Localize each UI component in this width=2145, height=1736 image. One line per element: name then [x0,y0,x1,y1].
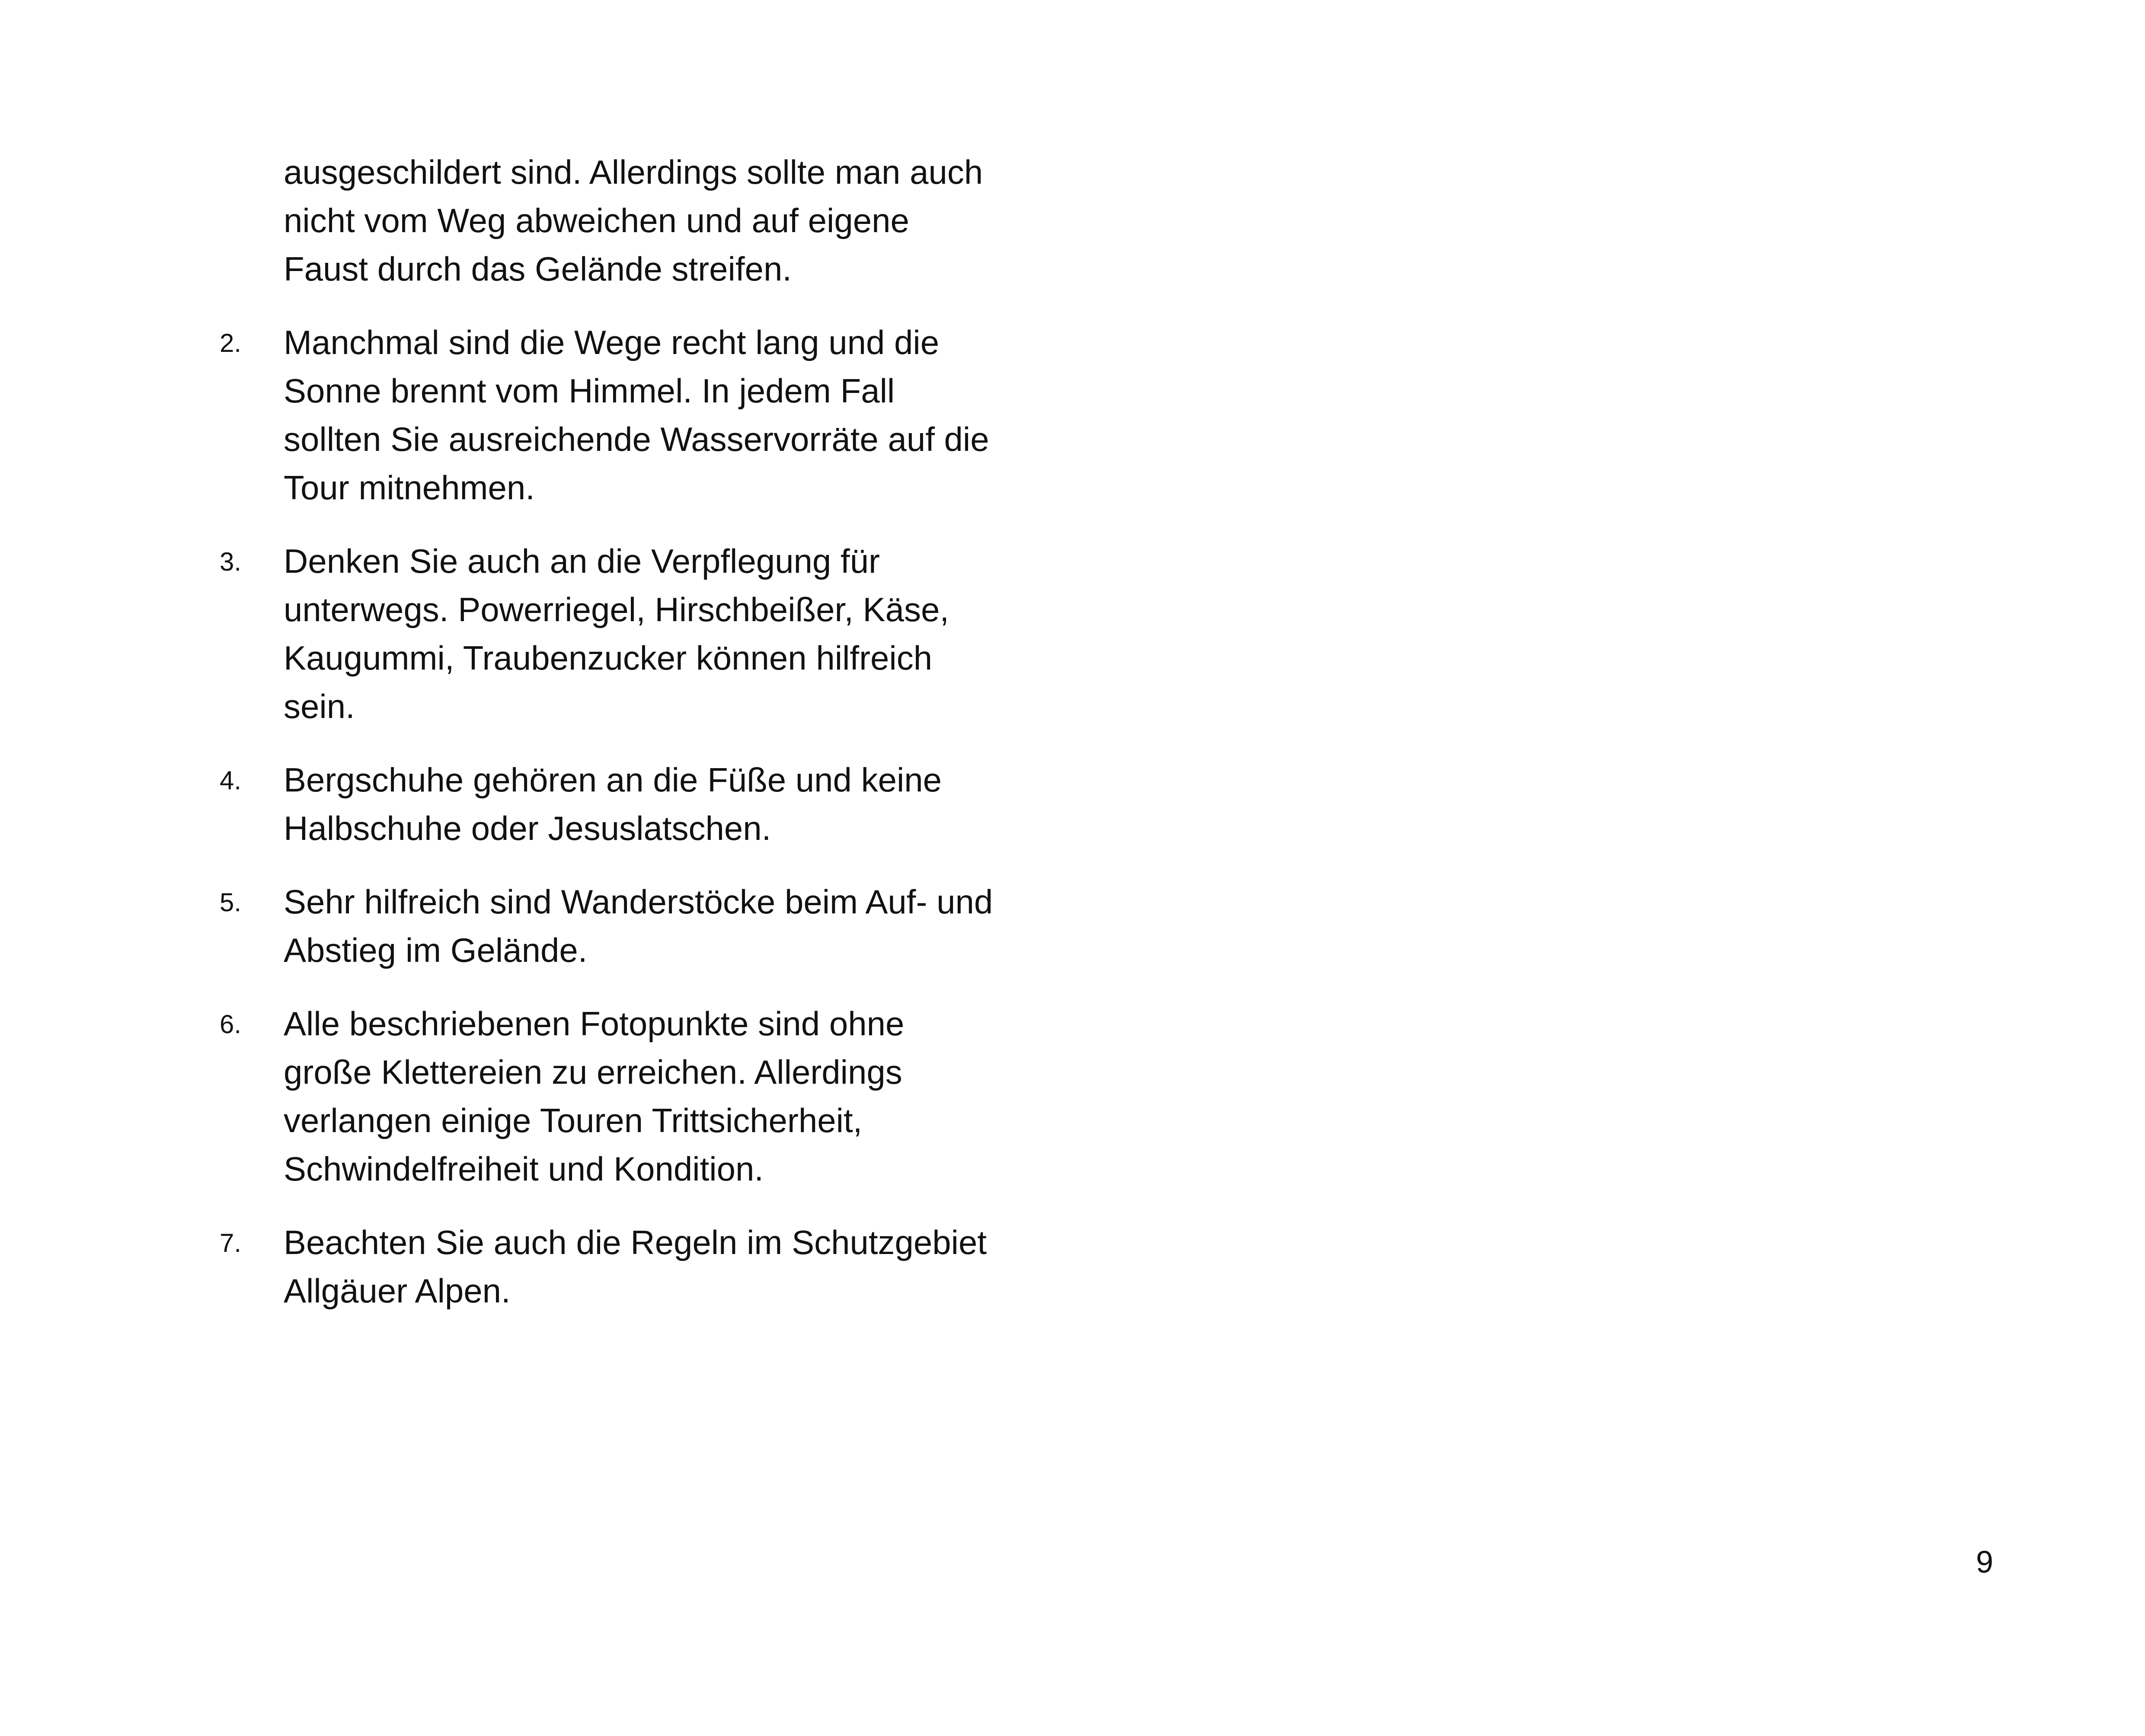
list-item [220,878,1084,974]
list-item-number: 7. [220,1229,242,1257]
page-content [220,148,1084,1315]
list-item [220,756,1084,852]
list-item-number: 6. [220,1010,242,1039]
list-item [220,1218,1084,1315]
list-item-text: Alle beschriebenen Fotopunkte sind ohne große Klettereien zu erreichen. Allerdings verlangen einige Touren Trittsicherheit, Schwindelfreiheit und Kondition. [284,1005,905,1188]
list-item-text: Sehr hilfreich sind Wanderstöcke beim Auf- und Abstieg im Gelände. [284,883,993,969]
continued-list-text: ausgeschildert sind. Allerdings sollte man auch nicht vom Weg abweichen und auf eigene Faust durch das Gelände streifen. [284,153,983,288]
list-item-number: 4. [220,766,242,795]
list-item-text: Bergschuhe gehören an die Füße und keine Halbschuhe oder Jesuslatschen. [284,761,942,847]
list-item [220,999,1084,1193]
list-item-text: Manchmal sind die Wege recht lang und die Sonne brennt vom Himmel. In jedem Fall sollten Sie ausreichende Wasservorräte auf die Tour mitnehmen. [284,323,989,507]
list-item [220,537,1084,731]
page-number: 9 [1976,1545,1994,1580]
list-item [220,318,1084,512]
list-item-number: 2. [220,329,242,357]
list-item-text: Denken Sie auch an die Verpflegung für unterwegs. Powerriegel, Hirschbeißer, Käse, Kaugummi, Traubenzucker können hilfreich sein. [284,542,949,725]
list-item-text: Beachten Sie auch die Regeln im Schutzgebiet Allgäuer Alpen. [284,1223,987,1310]
list-item-number: 5. [220,888,242,917]
list-item-number: 3. [220,547,242,576]
